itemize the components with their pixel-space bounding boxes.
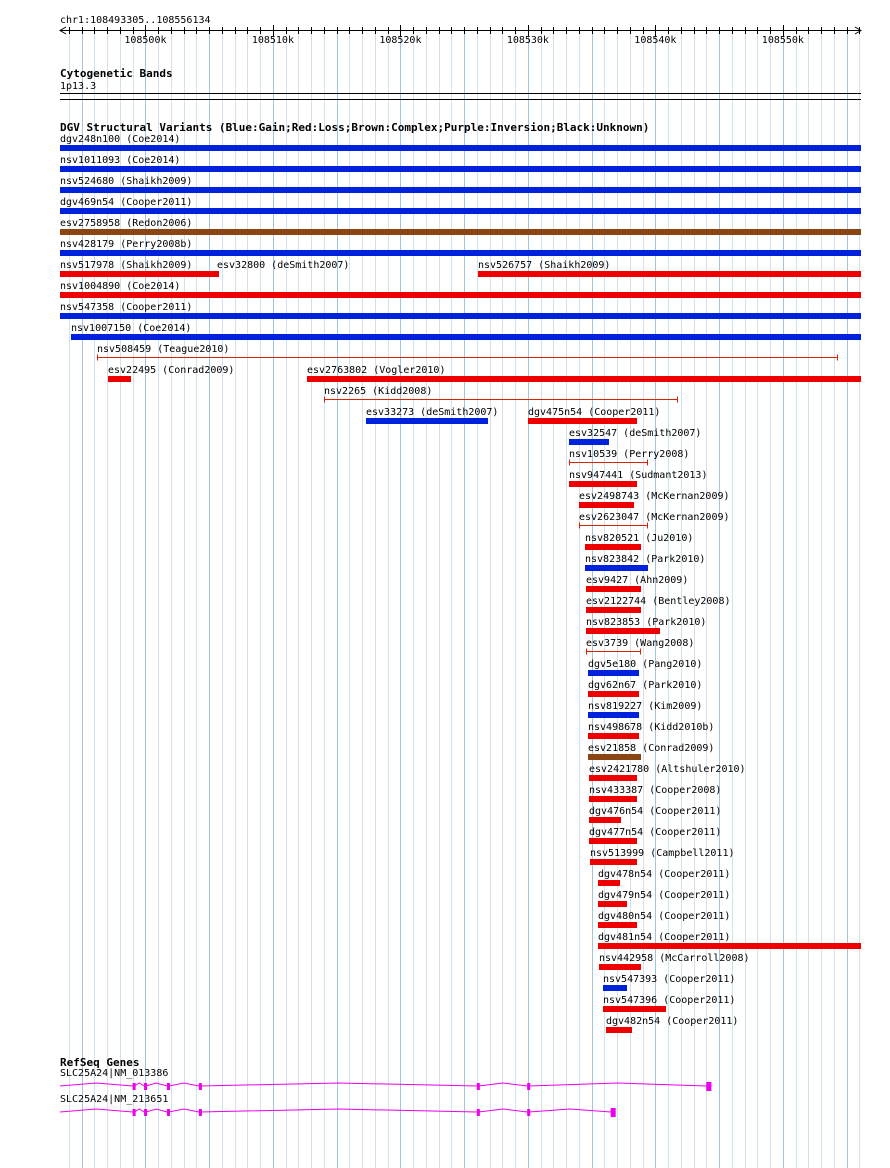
cytoband-track-title: Cytogenetic Bands — [60, 67, 173, 80]
variant-label[interactable]: dgv469n54 (Cooper2011) — [60, 197, 193, 208]
variant-label[interactable]: dgv480n54 (Cooper2011) — [598, 911, 731, 922]
locus-label: chr1:108493305..108556134 — [60, 15, 211, 26]
variant-label[interactable]: esv2122744 (Bentley2008) — [586, 596, 731, 607]
gene-exon — [144, 1083, 147, 1090]
variant-label[interactable]: nsv820521 (Ju2010) — [585, 533, 694, 544]
gene-exon — [527, 1083, 530, 1090]
variant-label[interactable]: esv3739 (Wang2008) — [586, 638, 695, 649]
variant-label[interactable]: dgv62n67 (Park2010) — [588, 680, 703, 691]
variant-label[interactable]: nsv1007150 (Coe2014) — [71, 323, 192, 334]
variant-label[interactable]: esv22495 (Conrad2009) — [108, 365, 235, 376]
gene-exon — [144, 1109, 147, 1116]
variant-label[interactable]: esv9427 (Ahn2009) — [586, 575, 689, 586]
variant-label[interactable]: dgv481n54 (Cooper2011) — [598, 932, 731, 943]
variant-label[interactable]: nsv819227 (Kim2009) — [588, 701, 703, 712]
variant-label[interactable]: nsv1011093 (Coe2014) — [60, 155, 181, 166]
ruler-tick-label: 108510k — [251, 35, 294, 46]
variant-label[interactable]: dgv477n54 (Cooper2011) — [589, 827, 722, 838]
variant-label[interactable]: esv2421780 (Altshuler2010) — [589, 764, 746, 775]
variant-label[interactable]: dgv482n54 (Cooper2011) — [606, 1016, 739, 1027]
dgv-track-title: DGV Structural Variants (Blue:Gain;Red:Loss;Brown:Complex;Purple:Inversion;Black:Unknown) — [60, 121, 650, 134]
variant-label[interactable]: esv32800 (deSmith2007) — [217, 260, 350, 271]
gene-exon — [133, 1083, 136, 1090]
variant-label[interactable]: dgv478n54 (Cooper2011) — [598, 869, 731, 880]
ruler-tick-label: 108530k — [506, 35, 549, 46]
gene-exon — [527, 1109, 530, 1116]
variant-label[interactable]: nsv2265 (Kidd2008) — [324, 386, 433, 397]
variant-label[interactable]: dgv5e180 (Pang2010) — [588, 659, 703, 670]
variant-label[interactable]: nsv547393 (Cooper2011) — [603, 974, 736, 985]
gene-exon — [477, 1109, 480, 1116]
variant-label[interactable]: nsv513999 (Campbell2011) — [590, 848, 735, 859]
gene-exon — [199, 1083, 202, 1090]
variant-label[interactable]: nsv547396 (Cooper2011) — [603, 995, 736, 1006]
variant-label[interactable]: nsv823853 (Park2010) — [586, 617, 707, 628]
variant-label[interactable]: nsv823842 (Park2010) — [585, 554, 706, 565]
variant-label[interactable]: esv33273 (deSmith2007) — [366, 407, 499, 418]
gene-exon — [167, 1109, 170, 1116]
variant-label[interactable]: nsv10539 (Perry2008) — [569, 449, 690, 460]
variant-label[interactable]: dgv475n54 (Cooper2011) — [528, 407, 661, 418]
variant-label[interactable]: nsv517978 (Shaikh2009) — [60, 260, 193, 271]
variant-label[interactable]: dgv248n100 (Coe2014) — [60, 134, 181, 145]
gene-label[interactable]: SLC25A24|NM_213651 — [60, 1094, 169, 1105]
variant-label[interactable]: nsv428179 (Perry2008b) — [60, 239, 193, 250]
variant-label[interactable]: nsv498678 (Kidd2010b) — [588, 722, 715, 733]
gene-exon — [167, 1083, 170, 1090]
gene-exon — [706, 1082, 711, 1091]
variant-label[interactable]: esv2763802 (Vogler2010) — [307, 365, 446, 376]
ruler-tick-label: 108550k — [761, 35, 804, 46]
gene-exon — [611, 1108, 616, 1117]
gene-exon — [133, 1109, 136, 1116]
variant-label[interactable]: nsv524680 (Shaikh2009) — [60, 176, 193, 187]
variant-label[interactable]: dgv476n54 (Cooper2011) — [589, 806, 722, 817]
gene-label[interactable]: SLC25A24|NM_013386 — [60, 1068, 169, 1079]
variant-label[interactable]: esv2623047 (McKernan2009) — [579, 512, 730, 523]
gene-exon — [199, 1109, 202, 1116]
variant-label[interactable]: nsv1004890 (Coe2014) — [60, 281, 181, 292]
cytoband-label: 1p13.3 — [60, 81, 97, 92]
variant-label[interactable]: nsv433387 (Cooper2008) — [589, 785, 722, 796]
variant-label[interactable]: esv2758958 (Redon2006) — [60, 218, 193, 229]
variant-label[interactable]: nsv947441 (Sudmant2013) — [569, 470, 708, 481]
ruler-tick-label: 108520k — [379, 35, 422, 46]
gene-intron — [60, 1083, 711, 1086]
variant-label[interactable]: esv32547 (deSmith2007) — [569, 428, 702, 439]
variant-label[interactable]: dgv479n54 (Cooper2011) — [598, 890, 731, 901]
variant-label[interactable]: nsv526757 (Shaikh2009) — [478, 260, 611, 271]
variant-label[interactable]: esv2498743 (McKernan2009) — [579, 491, 730, 502]
variant-label[interactable]: nsv547358 (Cooper2011) — [60, 302, 193, 313]
variant-label[interactable]: nsv442958 (McCarroll2008) — [599, 953, 750, 964]
ruler-tick-label: 108500k — [124, 35, 167, 46]
gene-exon — [477, 1083, 480, 1090]
ruler-tick-label: 108540k — [634, 35, 677, 46]
refseq-track-title: RefSeq Genes — [60, 1056, 140, 1069]
variant-label[interactable]: esv21858 (Conrad2009) — [588, 743, 715, 754]
variant-label[interactable]: nsv508459 (Teague2010) — [97, 344, 230, 355]
